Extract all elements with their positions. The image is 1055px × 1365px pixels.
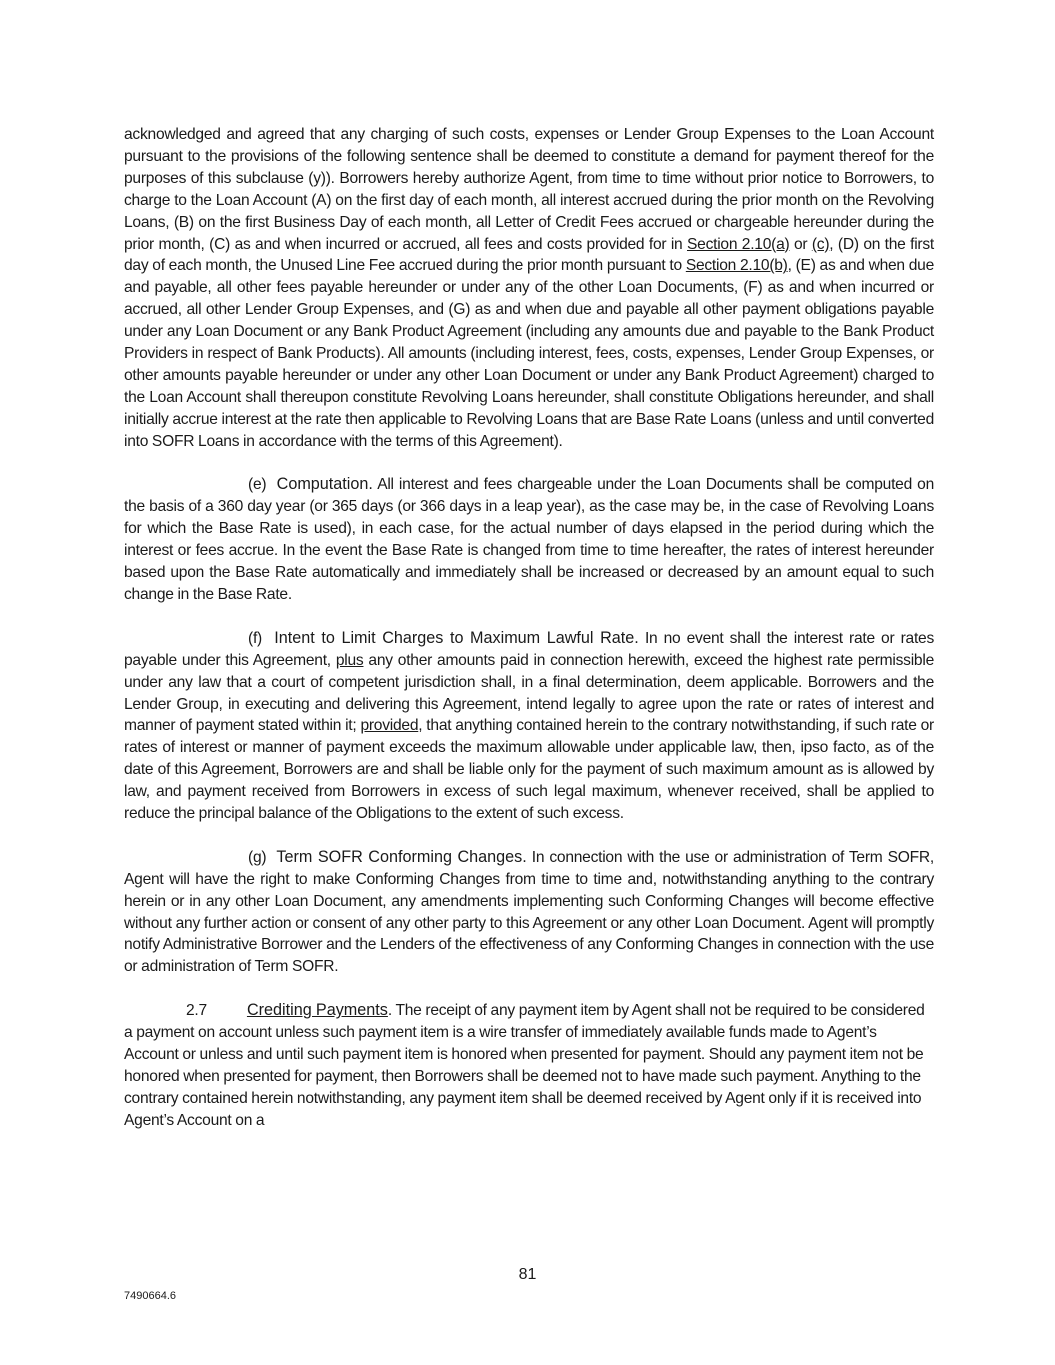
paragraph-g-label: (g) (248, 848, 267, 866)
section-2-10c-reference: (c) (811, 235, 830, 253)
paragraph-f-heading: Intent to Limit Charges to Maximum Lawful Rate. (274, 628, 639, 647)
section-2-7-crediting-payments: 2.7 Crediting Payments. The receipt of any payment item by Agent shall not be required to be considered a payment on account unless such payment item is a wire transfer of immediately available funds made to Agent’s Account or unless and until such payment item is honored when presented for payment. Should any payment item not be honored when presented for payment, then Borrowers shall be deemed not to have made such payment. Anything to the contrary contained herein notwithstanding, any payment item shall be deemed received by Agent only if it is received into Agent’s Account on a (124, 1001, 925, 1129)
paragraph-f-maximum-rate: (f) Intent to Limit Charges to Maximum Lawful Rate. In no event shall the interest rate or rates payable under this Agreement, plus any other amounts paid in connection herewith, exceed the highest rate permissible under any law that a court of competent jurisdiction shall, in a final determination, deem applicable. Borrowers and the Lender Group, in executing and delivering this Agreement, intend legally to agree upon the rate or rates of interest and manner of payment stated within it; provided, that anything contained herein to the contrary notwithstanding, if such rate or rates of interest or manner of payment exceeds the maximum allowable under applicable law, then, ipso facto, as of the date of this Agreement, Borrowers are and shall be liable only for the payment of such maximum amount as is allowed by law, and payment received from Borrowers in excess of such legal maximum, whenever received, shall be applied to reduce the principal balance of the Obligations to the extent of such excess. (124, 628, 934, 823)
provided-term: provided (360, 717, 419, 735)
paragraph-d-continuation: acknowledged and agreed that any charging of such costs, expenses or Lender Group Expenses to the Loan Account pursuant to the provisions of the following sentence shall be deemed to constitute a demand for payment thereof for the purposes of this subclause (y)). Borrowers hereby authorize Agent, from time to time without prior notice to Borrowers, to charge to the Loan Account (A) on the first day of each month, all interest accrued during the prior month on the Revolving Loans, (B) on the first Business Day of each month, all Letter of Credit Fees accrued or chargeable hereunder during the prior month, (C) as and when incurred or accrued, all fees and costs provided for in Section 2.10(a) or (c), (D) on the first day of each month, the Unused Line Fee accrued during the prior month pursuant to Section 2.10(b), (E) as and when due and payable, all other fees payable hereunder or under any of the other Loan Documents, (F) as and when incurred or accrued, all other Lender Group Expenses, and (G) as and when due and payable all other payment obligations payable under any Loan Document or any Bank Product Agreement (including any amounts due and payable to the Bank Product Providers in respect of Bank Products). All amounts (including interest, fees, costs, expenses, Lender Group Expenses, or other amounts payable hereunder or under any other Loan Document or under any Bank Product Agreement) charged to the Loan Account shall thereupon constitute Revolving Loans hereunder, shall constitute Obligations hereunder, and shall initially accrue interest at the rate then applicable to Revolving Loans that are Base Rate Loans (unless and until converted into SOFR Loans in accordance with the terms of this Agreement). (124, 126, 935, 450)
paragraph-g-conforming-changes: (g) Term SOFR Conforming Changes. In connection with the use or administration of Term SOFR, Agent will have the right to make Conforming Changes from time to time and, notwithstanding anything to the contrary herein or in any other Loan Document, any amendments implementing such Conforming Changes will become effective without any further action or consent of any other party to this Agreement or any other Loan Document. Agent will promptly notify Administrative Borrower and the Lenders of the effectiveness of any Conforming Changes in connection with the use or administration of Term SOFR. (124, 847, 934, 976)
document-body (124, 124, 934, 1154)
section-2-10b-reference: Section 2.10(b) (685, 257, 788, 275)
document-id: 7490664.6 (124, 1290, 176, 1302)
paragraph-f-label: (f) (248, 629, 262, 647)
section-2-10a-reference: Section 2.10(a) (687, 235, 790, 253)
plus-term: plus (335, 651, 364, 669)
paragraph-e-computation: (e) Computation. All interest and fees chargeable under the Loan Documents shall be computed on the basis of a 360 day year (or 365 days (or 366 days in a leap year), as the case may be, in the case of Revolving Loans for which the Base Rate is used), in each case, for the actual number of days elapsed in the period during which the interest or fees accrue. In the event the Base Rate is changed from time to time hereafter, the rates of interest hereunder based upon the Base Rate automatically and immediately shall be increased or decreased by an amount equal to such change in the Base Rate. (124, 475, 934, 604)
page-number: 81 (518, 1266, 537, 1283)
paragraph-e-label: (e) (248, 476, 267, 494)
paragraph-g-heading: Term SOFR Conforming Changes. (276, 847, 527, 866)
section-number: 2.7 (186, 1002, 207, 1020)
section-heading: Crediting Payments (246, 1001, 388, 1020)
paragraph-e-heading: Computation. (276, 475, 373, 494)
